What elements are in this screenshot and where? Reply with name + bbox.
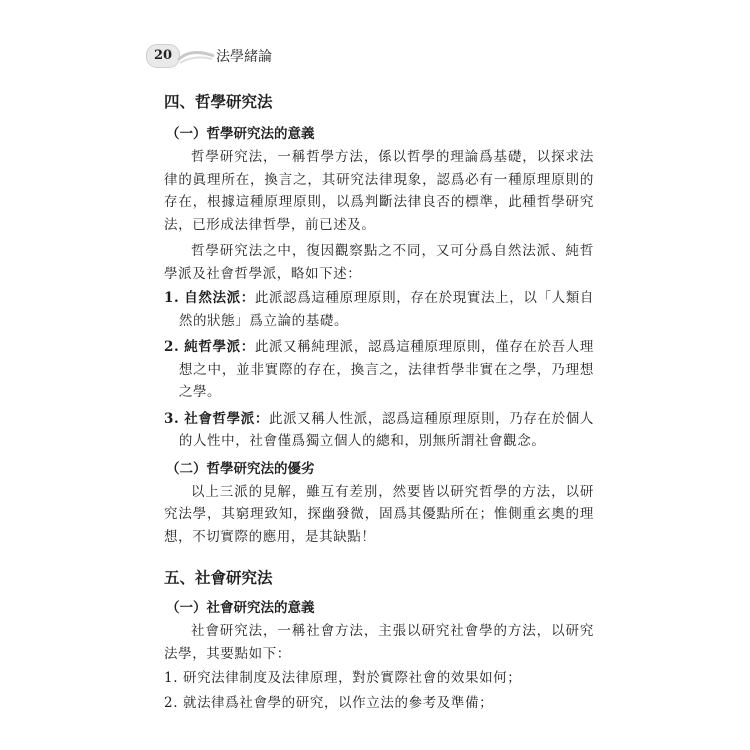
subheading-philosophy-meaning: （一）哲學研究法的意義 [166,126,315,142]
list-term: 社會哲學派： [184,410,269,427]
body-text [164,90,594,714]
list-text: 此派又稱人性派，認爲這種原理原則，乃存在於個人的人性中，社會僅爲獨立個人的總和，別無所謂社會觀念。 [178,410,594,449]
list-term: 自然法派： [184,290,255,306]
running-header [140,42,620,70]
list-item-pure-philosophy [164,336,594,404]
paragraph: 哲學研究法，一稱哲學方法，係以哲學的理論爲基礎，以探求法律的眞理所在，換言之，其研究法律現象，認爲必有一種原理原則的存在，根據這種原理原則，以爲判斷法律良否的標準，此種哲學研究法，已形成法律哲學，前已述及。 [164,149,594,233]
subheading-social-meaning: （一）社會研究法的意義 [166,600,315,616]
list-term: 純哲學派： [184,339,255,355]
subheading-philosophy-merits: （二）哲學研究法的優劣 [166,460,315,477]
paragraph: 哲學研究法之中，復因觀察點之不同，又可分爲自然法派、純哲學派及社會哲學派，略如下述： [164,243,594,282]
list-text: 此派認爲這種原理原則，存在於現實法上，以「人類自然的狀態」爲立論的基礎。 [178,290,594,329]
page-number-badge: 20 [146,44,180,68]
list-text: 此派又稱純理派，認爲這種原理原則，僅存在於吾人理想之中，並非實際的存在，換言之，法律哲學非實在之學，乃理想之學。 [178,339,594,400]
list-item-social-philosophy [164,408,594,453]
book-title: 法學緒論 [216,49,272,65]
list-item-natural-law [164,287,594,332]
decorative-swoosh-icon [176,46,216,66]
list-item: 2. 就法律爲社會學的研究，以作立法的參考及準備； [164,694,494,711]
paragraph: 以上三派的見解，雖互有差別，然要皆以研究哲學的方法，以研究法學，其窮理致知，探幽發微，固爲其優點所在；惟側重玄奧的理想，不切實際的應用，是其缺點！ [164,483,594,545]
list-number: 2. [164,339,180,355]
list-number: 1. [164,290,180,306]
paragraph: 社會研究法，一稱社會方法，主張以研究社會學的方法，以研究法學，其要點如下： [164,623,594,662]
section-heading-social: 五、社會研究法 [164,569,273,587]
list-number: 3. [164,410,180,427]
section-heading-philosophy: 四、哲學研究法 [164,93,273,111]
list-item: 1. 研究法律制度及法律原理，對於實際社會的效果如何； [164,670,522,686]
